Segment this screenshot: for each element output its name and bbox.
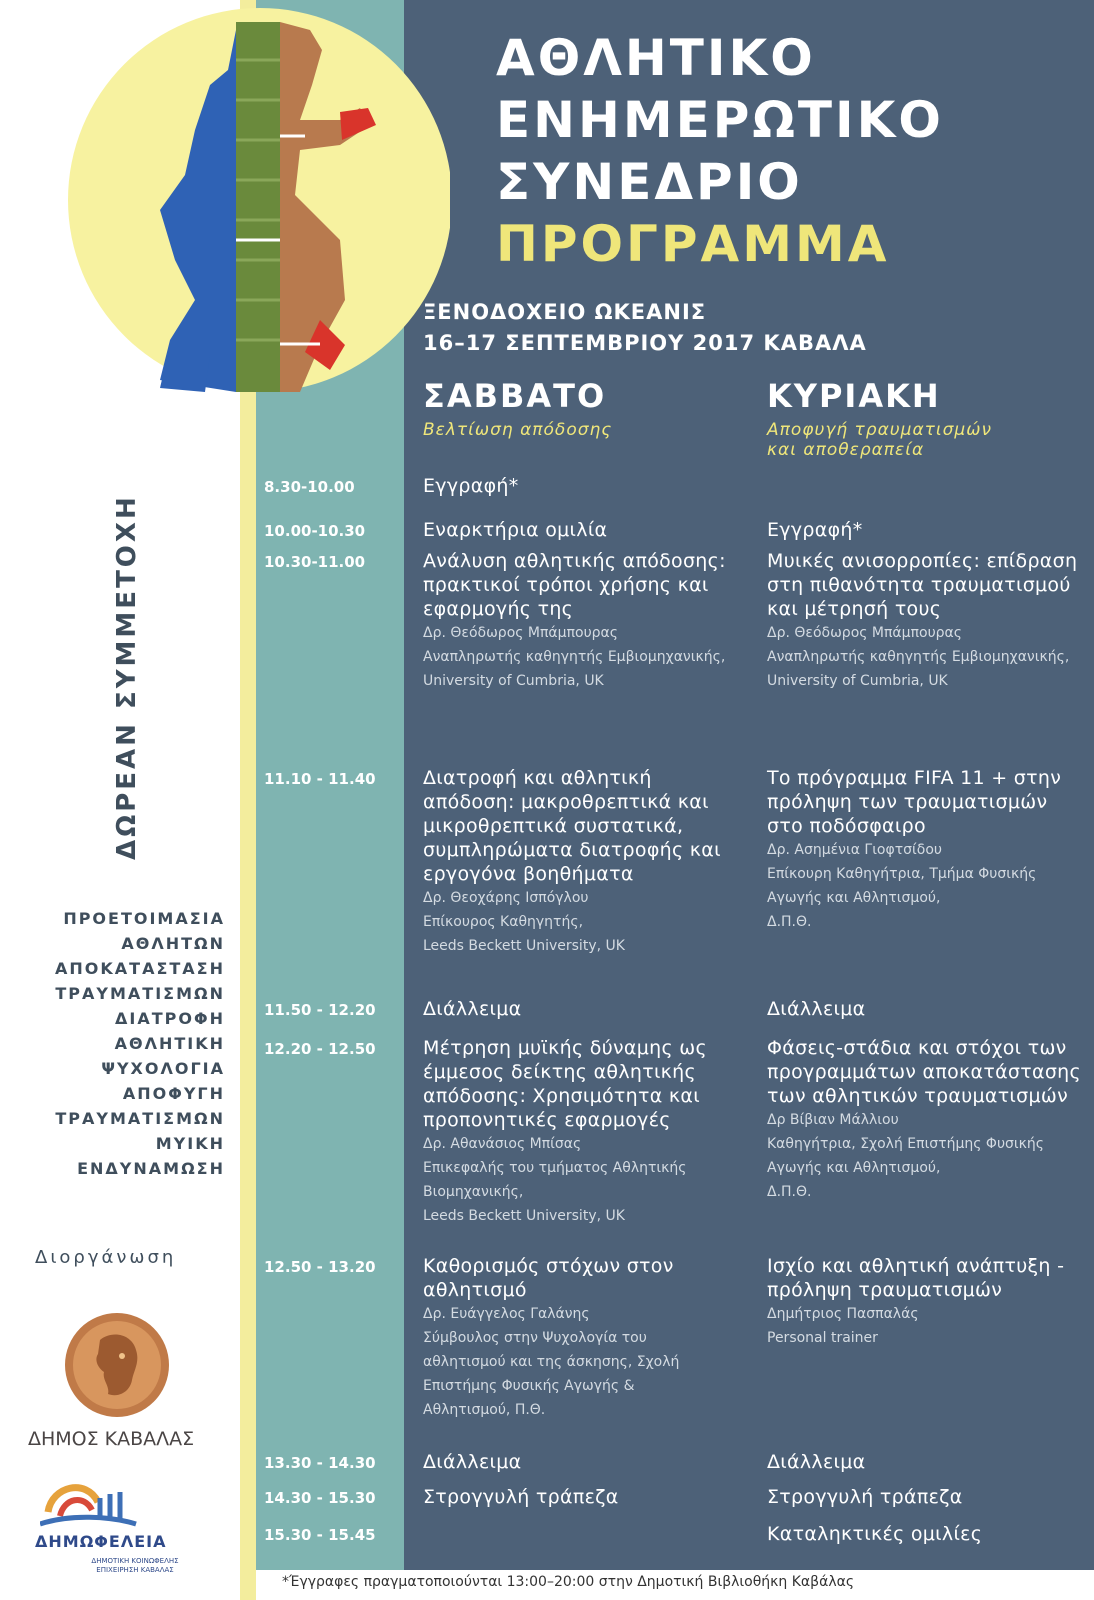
session-title: Διατροφή και αθλητική απόδοση: μακροθρεπτικά και μικροθρεπτικά συστατικά, συμπληρώματα διατροφής και εργογόνα βοηθήματα xyxy=(423,767,721,885)
session-sat-9 xyxy=(423,1485,733,1509)
session-sun-3 xyxy=(767,549,1087,693)
program-title: ΠΡΟΓΡΑΜΜΑ xyxy=(496,215,890,273)
time-slot-6: 12.20 - 12.50 xyxy=(264,1040,376,1058)
dimofeleia-sublabel: ΔΗΜΟΤΙΚΗ ΚΟΙΝΩΦΕΛΗΣ ΕΠΙΧΕΙΡΗΣΗ ΚΑΒΑΛΑΣ xyxy=(91,1557,179,1574)
session-role: Personal trainer xyxy=(767,1330,878,1346)
session-speaker: Δημήτριος Πασπαλάς xyxy=(767,1306,919,1322)
organization-label: Διοργάνωση xyxy=(35,1247,177,1268)
saturday-theme: Βελτίωση απόδοσης xyxy=(423,420,613,440)
session-speaker: Δρ. Ευάγγελος Γαλάνης xyxy=(423,1306,590,1322)
time-slot-4: 11.10 - 11.40 xyxy=(264,770,376,788)
topic-5: ΔΙΑΤΡΟΦΗ xyxy=(115,1009,225,1028)
session-title: Στρογγυλή τράπεζα xyxy=(767,1486,963,1508)
session-sat-1 xyxy=(423,474,733,498)
time-slot-9: 14.30 - 15.30 xyxy=(264,1489,376,1507)
time-slot-3: 10.30-11.00 xyxy=(264,553,366,571)
time-slot-7: 12.50 - 13.20 xyxy=(264,1258,376,1276)
topic-10: ΜΥΙΚΗ xyxy=(155,1134,225,1153)
session-sun-6 xyxy=(767,1036,1087,1204)
session-sat-4 xyxy=(423,766,733,958)
topic-11: ΕΝΔΥΝΑΜΩΣΗ xyxy=(77,1159,225,1178)
free-participation-text: ΔΩΡΕΑΝ ΣΥΜΜΕΤΟΧΗ xyxy=(112,494,142,860)
session-speaker: Δρ. Αθανάσιος Μπίσας xyxy=(423,1136,582,1152)
sunday-title: ΚΥΡΙΑΚΗ xyxy=(767,377,941,415)
session-speaker: Δρ Βίβιαν Μάλλιου xyxy=(767,1112,899,1128)
session-title: Διάλλειμα xyxy=(767,1451,866,1473)
time-slot-5: 11.50 - 12.20 xyxy=(264,1001,376,1019)
session-title: Μυικές ανισορροπίες: επίδραση στη πιθανότητα τραυματισμού και μέτρησή τους xyxy=(767,550,1078,620)
topic-4: ΤΡΑΥΜΑΤΙΣΜΩΝ xyxy=(55,984,225,1003)
venue-label: ΞΕΝΟΔΟΧΕΙΟ ΩΚΕΑΝΙΣ xyxy=(423,300,707,324)
session-title: Εγγραφή* xyxy=(767,519,863,541)
session-sun-10 xyxy=(767,1522,1087,1546)
sunday-theme-line-2: και αποθεραπεία xyxy=(767,440,925,460)
kavala-coin-logo-icon xyxy=(62,1310,172,1420)
topic-9: ΤΡΑΥΜΑΤΙΣΜΩΝ xyxy=(55,1109,225,1128)
session-speaker: Δρ. Θεοχάρης Ισπόγλου xyxy=(423,890,589,906)
session-sat-8 xyxy=(423,1450,733,1474)
session-title: Διάλλειμα xyxy=(767,998,866,1020)
topic-3: ΑΠΟΚΑΤΑΣΤΑΣΗ xyxy=(55,959,225,978)
session-sun-9 xyxy=(767,1485,1087,1509)
session-sun-4 xyxy=(767,766,1087,934)
saturday-title: ΣΑΒΒΑΤΟ xyxy=(423,377,607,415)
session-role: Καθηγήτρια, Σχολή Επιστήμης Φυσικής Αγωγής και Αθλητισμού, xyxy=(767,1136,1044,1176)
sunday-theme-line-1: Αποφυγή τραυματισμών xyxy=(767,420,992,440)
dimofeleia-label: ΔΗΜΩΦΕΛΕΙΑ xyxy=(35,1532,167,1551)
session-title: Στρογγυλή τράπεζα xyxy=(423,1486,619,1508)
session-role: Αναπληρωτής καθηγητής Εμβιομηχανικής, xyxy=(767,649,1070,665)
session-institution: Leeds Beckett University, UK xyxy=(423,938,625,954)
topic-2: ΑΘΛΗΤΩΝ xyxy=(121,934,225,953)
dates-label: 16–17 ΣΕΠΤΕΜΒΡΙΟΥ 2017 ΚΑΒΑΛΑ xyxy=(423,331,867,355)
session-sat-2 xyxy=(423,518,733,542)
session-sun-5 xyxy=(767,997,1087,1021)
session-sun-2 xyxy=(767,518,1087,542)
session-role: Επίκουρος Καθηγητής, xyxy=(423,914,584,930)
session-sat-5 xyxy=(423,997,733,1021)
time-slot-10: 15.30 - 15.45 xyxy=(264,1526,376,1544)
session-title: Καταληκτικές ομιλίες xyxy=(767,1523,983,1545)
time-slot-8: 13.30 - 14.30 xyxy=(264,1454,376,1472)
time-slot-1: 8.30-10.00 xyxy=(264,478,355,496)
session-title: Ισχίο και αθλητική ανάπτυξη - πρόληψη τραυματισμών xyxy=(767,1255,1065,1301)
session-role: Επίκουρη Καθηγήτρια, Τμήμα Φυσικής Αγωγής και Αθλητισμού, xyxy=(767,866,1037,906)
session-speaker: Δρ. Θεόδωρος Μπάμπουρας xyxy=(423,625,618,641)
topic-7: ΨΥΧΟΛΟΓΙΑ xyxy=(101,1059,225,1078)
session-title: Διάλλειμα xyxy=(423,1451,522,1473)
session-sun-7 xyxy=(767,1254,1087,1350)
title-line-3: ΣΥΝΕΔΡΙΟ xyxy=(496,153,803,211)
session-sat-7 xyxy=(423,1254,733,1422)
session-title: Εγγραφή* xyxy=(423,475,519,497)
topic-1: ΠΡΟΕΤΟΙΜΑΣΙΑ xyxy=(63,909,225,928)
session-institution: University of Cumbria, UK xyxy=(423,673,604,689)
free-participation-label xyxy=(112,494,148,860)
session-title: Καθορισμός στόχων στον αθλητισμό xyxy=(423,1255,674,1301)
session-title: Εναρκτήρια ομιλία xyxy=(423,519,608,541)
session-title: Μέτρηση μυϊκής δύναμης ως έμμεσος δείκτης αθλητικής απόδοσης: Χρησιμότητα και προπονητικές εφαρμογές xyxy=(423,1037,707,1131)
session-title: Διάλλειμα xyxy=(423,998,522,1020)
session-institution: University of Cumbria, UK xyxy=(767,673,948,689)
topic-8: ΑΠΟΦΥΓΗ xyxy=(122,1084,225,1103)
session-sat-3 xyxy=(423,549,733,693)
title-line-2: ΕΝΗΜΕΡΩΤΙΚΟ xyxy=(496,91,944,149)
dimofeleia-logo-icon xyxy=(40,1472,140,1532)
session-speaker: Δρ. Θεόδωρος Μπάμπουρας xyxy=(767,625,962,641)
session-title: Το πρόγραμμα FIFA 11 + στην πρόληψη των τραυματισμών στο ποδόσφαιρο xyxy=(767,767,1062,837)
session-institution: Αθλητισμού, Π.Θ. xyxy=(423,1402,546,1418)
municipality-label: ΔΗΜΟΣ ΚΑΒΑΛΑΣ xyxy=(28,1428,195,1450)
session-role: Επικεφαλής του τμήματος Αθλητικής Βιομηχανικής, xyxy=(423,1160,687,1200)
title-line-1: ΑΘΛΗΤΙΚΟ xyxy=(496,29,816,87)
session-role: Σύμβουλος στην Ψυχολογία του αθλητισμού και της άσκησης, Σχολή Επιστήμης Φυσικής Αγωγής & xyxy=(423,1330,680,1394)
session-institution: Δ.Π.Θ. xyxy=(767,914,812,930)
time-slot-2: 10.00-10.30 xyxy=(264,522,366,540)
silhouette-green-shape xyxy=(236,22,280,392)
session-sun-8 xyxy=(767,1450,1087,1474)
session-title: Φάσεις-στάδια και στόχοι των προγραμμάτων αποκατάστασης των αθλητικών τραυματισμών xyxy=(767,1037,1081,1107)
athlete-illustration xyxy=(0,0,450,400)
session-title: Ανάλυση αθλητικής απόδοσης: πρακτικοί τρόποι χρήσης και εφαρμογής της xyxy=(423,550,726,620)
session-speaker: Δρ. Ασημένια Γιοφτσίδου xyxy=(767,842,943,858)
session-institution: Leeds Beckett University, UK xyxy=(423,1208,625,1224)
footnote: *Έγγραφες πραγματοποιούνται 13:00–20:00 στην Δημοτική Βιβλιοθήκη Καβάλας xyxy=(282,1574,855,1590)
topic-6: ΑΘΛΗΤΙΚΗ xyxy=(114,1034,225,1053)
session-institution: Δ.Π.Θ. xyxy=(767,1184,812,1200)
session-sat-6 xyxy=(423,1036,733,1228)
session-role: Αναπληρωτής καθηγητής Εμβιομηχανικής, xyxy=(423,649,726,665)
